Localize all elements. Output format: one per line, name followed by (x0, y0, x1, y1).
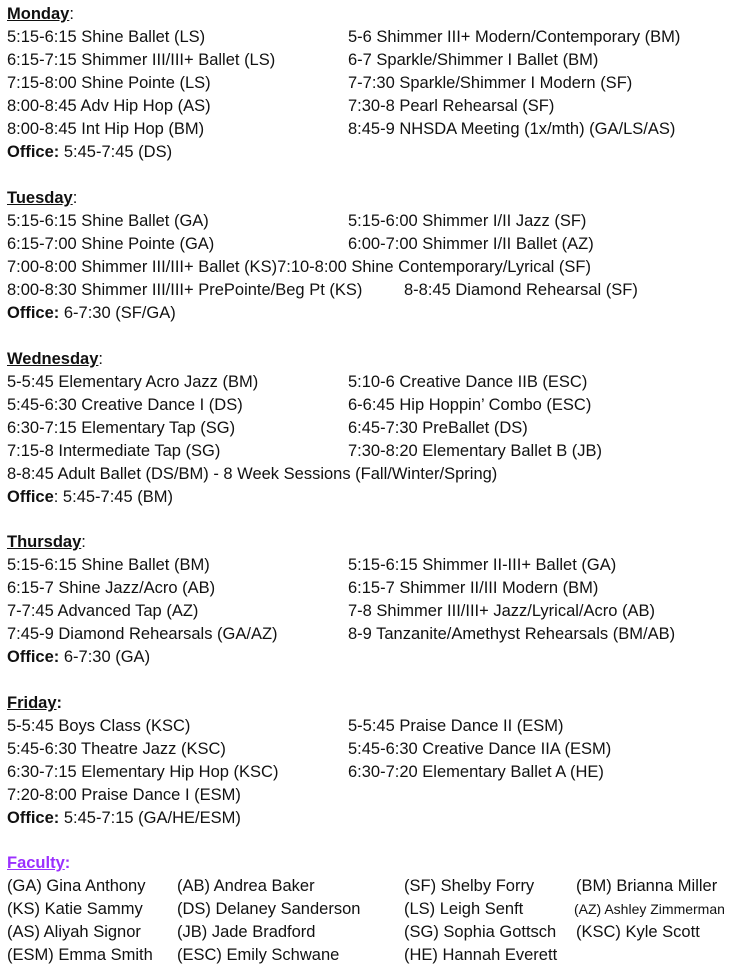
faculty-member: (SF) Shelby Forry (404, 877, 535, 895)
wednesday-left-4: 7:15-8 Intermediate Tap (SG) (7, 442, 221, 460)
monday-office-label: Office: (7, 143, 60, 161)
faculty-member: (AZ) Ashley Zimmerman (574, 901, 725, 917)
wednesday-right-1: 5:10-6 Creative Dance IIB (ESC) (348, 373, 588, 391)
friday-title: Friday (7, 694, 57, 712)
thursday-left-4: 7:45-9 Diamond Rehearsals (GA/AZ) (7, 625, 278, 643)
thursday-office-value: 6-7:30 (GA) (63, 648, 151, 666)
monday-title: Monday (7, 5, 70, 23)
monday-left-3: 7:15-8:00 Shine Pointe (LS) (7, 74, 211, 92)
tuesday-right-1: 5:15-6:00 Shimmer I/II Jazz (SF) (348, 212, 587, 230)
faculty-member: (KS) Katie Sammy (7, 900, 143, 918)
faculty-member: (KSC) Kyle Scott (576, 923, 700, 941)
wednesday-office (7, 486, 173, 508)
thursday-left-1: 5:15-6:15 Shine Ballet (BM) (7, 556, 210, 574)
faculty-member: (ESC) Emily Schwane (177, 946, 340, 964)
tuesday-line-4a: 8:00-8:30 Shimmer III/III+ PrePointe/Beg Pt (KS) (7, 281, 363, 299)
monday-right-4: 7:30-8 Pearl Rehearsal (SF) (348, 97, 555, 115)
monday-right-5: 8:45-9 NHSDA Meeting (1x/mth) (GA/LS/AS) (348, 120, 676, 138)
faculty-title: Faculty (7, 854, 65, 872)
tuesday-office-label: Office: (7, 304, 60, 322)
faculty-member: (SG) Sophia Gottsch (404, 923, 557, 941)
monday-right-2: 6-7 Sparkle/Shimmer I Ballet (BM) (348, 51, 599, 69)
friday-left-2: 5:45-6:30 Theatre Jazz (KSC) (7, 740, 226, 758)
wednesday-left-1: 5-5:45 Elementary Acro Jazz (BM) (7, 373, 259, 391)
friday-office-label: Office: (7, 809, 60, 827)
thursday-title: Thursday (7, 533, 82, 551)
monday-right-1: 5-6 Shimmer III+ Modern/Contemporary (BM) (348, 28, 681, 46)
wednesday-office-label: Office (7, 488, 54, 506)
tuesday-left-2: 6:15-7:00 Shine Pointe (GA) (7, 235, 215, 253)
wednesday-left-3: 6:30-7:15 Elementary Tap (SG) (7, 419, 236, 437)
thursday-left-3: 7-7:45 Advanced Tap (AZ) (7, 602, 199, 620)
wednesday-title: Wednesday (7, 350, 99, 368)
thursday-heading: Thursday: (7, 533, 86, 551)
monday-left-5: 8:00-8:45 Int Hip Hop (BM) (7, 120, 205, 138)
wednesday-office-value: : 5:45-7:45 (BM) (53, 488, 173, 506)
tuesday-office-value: 6-7:30 (SF/GA) (63, 304, 176, 322)
monday-office (7, 141, 172, 163)
friday-right-2: 5:45-6:30 Creative Dance IIA (ESM) (348, 740, 612, 758)
monday-office-value: 5:45-7:45 (DS) (63, 143, 173, 161)
thursday-left-2: 6:15-7 Shine Jazz/Acro (AB) (7, 579, 216, 597)
faculty-member: (DS) Delaney Sanderson (177, 900, 361, 918)
friday-office (7, 807, 241, 829)
wednesday-heading: Wednesday: (7, 350, 103, 368)
tuesday-left-1: 5:15-6:15 Shine Ballet (GA) (7, 212, 209, 230)
faculty-member: (GA) Gina Anthony (7, 877, 146, 895)
faculty-member: (HE) Hannah Everett (404, 946, 558, 964)
faculty-member: (AS) Aliyah Signor (7, 923, 141, 941)
friday-office-value: 5:45-7:15 (GA/HE/ESM) (63, 809, 241, 827)
faculty-member: (AB) Andrea Baker (177, 877, 315, 895)
tuesday-right-2: 6:00-7:00 Shimmer I/II Ballet (AZ) (348, 235, 594, 253)
wednesday-right-3: 6:45-7:30 PreBallet (DS) (348, 419, 528, 437)
friday-heading: Friday: (7, 694, 63, 712)
friday-right-3: 6:30-7:20 Elementary Ballet A (HE) (348, 763, 604, 781)
thursday-office (7, 646, 150, 668)
tuesday-heading: Tuesday: (7, 189, 78, 207)
friday-left-4: 7:20-8:00 Praise Dance I (ESM) (7, 786, 241, 804)
tuesday-line-3: 7:00-8:00 Shimmer III/III+ Ballet (KS)7:10-8:00 Shine Contemporary/Lyrical (SF) (7, 258, 592, 276)
thursday-right-2: 6:15-7 Shimmer II/III Modern (BM) (348, 579, 599, 597)
monday-left-2: 6:15-7:15 Shimmer III/III+ Ballet (LS) (7, 51, 276, 69)
wednesday-full: 8-8:45 Adult Ballet (DS/BM) - 8 Week Sessions (Fall/Winter/Spring) (7, 465, 498, 483)
monday-heading: Monday: (7, 5, 74, 23)
thursday-right-4: 8-9 Tanzanite/Amethyst Rehearsals (BM/AB) (348, 625, 676, 643)
faculty-member: (LS) Leigh Senft (404, 900, 524, 918)
friday-left-1: 5-5:45 Boys Class (KSC) (7, 717, 191, 735)
faculty-member: (ESM) Emma Smith (7, 946, 153, 964)
tuesday-office (7, 302, 176, 324)
wednesday-left-2: 5:45-6:30 Creative Dance I (DS) (7, 396, 243, 414)
wednesday-right-4: 7:30-8:20 Elementary Ballet B (JB) (348, 442, 603, 460)
thursday-right-1: 5:15-6:15 Shimmer II-III+ Ballet (GA) (348, 556, 617, 574)
faculty-member: (BM) Brianna Miller (576, 877, 718, 895)
wednesday-right-2: 6-6:45 Hip Hoppin’ Combo (ESC) (348, 396, 592, 414)
monday-left-4: 8:00-8:45 Adv Hip Hop (AS) (7, 97, 211, 115)
thursday-right-3: 7-8 Shimmer III/III+ Jazz/Lyrical/Acro (AB) (348, 602, 656, 620)
friday-right-1: 5-5:45 Praise Dance II (ESM) (348, 717, 564, 735)
tuesday-line-4b: 8-8:45 Diamond Rehearsal (SF) (404, 281, 638, 299)
thursday-office-label: Office: (7, 648, 60, 666)
monday-left-1: 5:15-6:15 Shine Ballet (LS) (7, 28, 206, 46)
friday-left-3: 6:30-7:15 Elementary Hip Hop (KSC) (7, 763, 279, 781)
monday-right-3: 7-7:30 Sparkle/Shimmer I Modern (SF) (348, 74, 633, 92)
faculty-member: (JB) Jade Bradford (177, 923, 316, 941)
tuesday-title: Tuesday (7, 189, 73, 207)
faculty-heading: Faculty: (7, 854, 71, 872)
